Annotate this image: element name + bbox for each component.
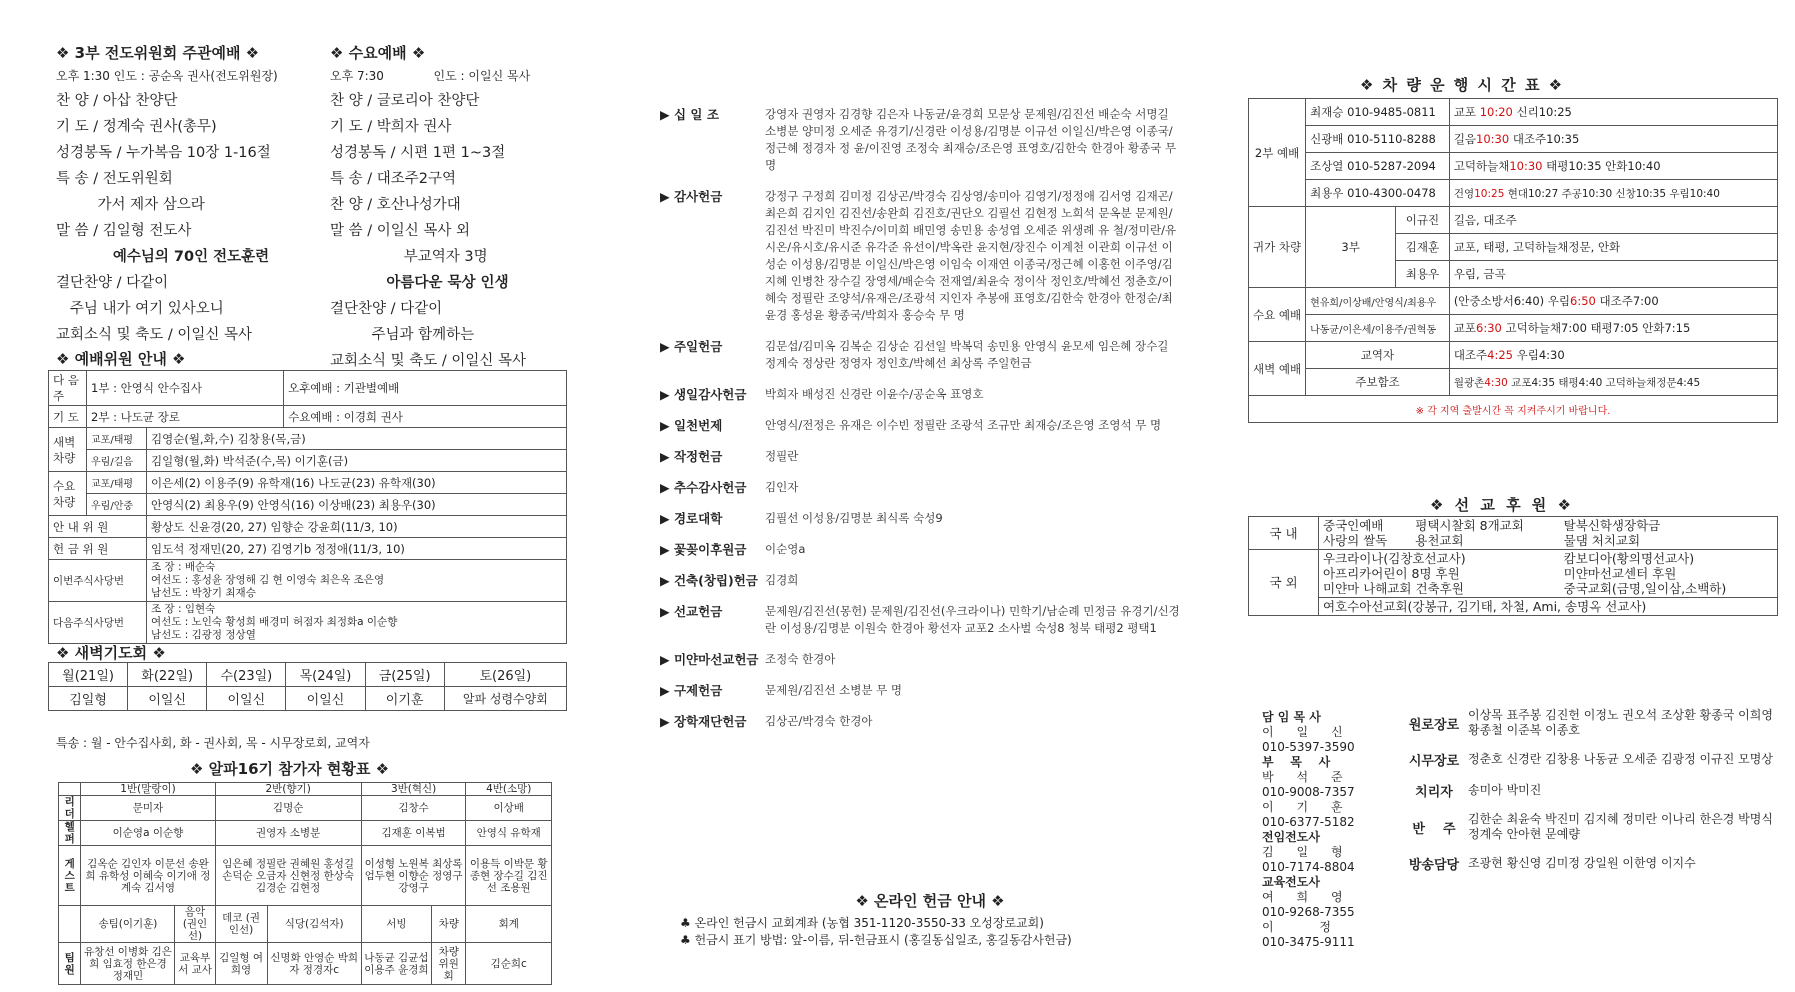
offering-names: 안영식/전정은 유재은 이수빈 정필란 조광석 조규만 최재승/조은영 조영석 무 명 [765, 418, 1162, 432]
cell: 교포/태평 [87, 428, 147, 450]
order-line: 교회소식 및 축도 / 이일신 목사 [56, 327, 253, 343]
offering-label: ▶ 선교헌금 [660, 604, 723, 619]
cell: 교육부서 교사 [175, 943, 215, 985]
offering-row [660, 417, 1180, 434]
offering-names: 박희자 배성진 신경란 이윤수/공순옥 표영호 [765, 387, 984, 401]
offering-label: ▶ 십 일 조 [660, 107, 719, 122]
staff-title: 교육전도사 [1262, 875, 1320, 889]
cell [59, 783, 81, 796]
cell: 헬퍼 [59, 821, 81, 846]
offering-row [660, 651, 1180, 668]
cell: 김창수 [361, 796, 466, 821]
cell: 수요 차량 [49, 472, 87, 516]
role-row [1400, 750, 1780, 769]
sermon-title: 아름다운 묵상 인생 [386, 275, 509, 291]
cell: 리더 [59, 796, 81, 821]
cell: 국 내 [1249, 517, 1319, 550]
order-line: 찬 양 / 호산나성가대 [330, 197, 461, 213]
cell: 국 외 [1249, 550, 1319, 616]
cell: 이번주식사당번 [49, 560, 147, 602]
cell: 교포 10:20 신리10:25 [1449, 99, 1777, 126]
bus-note: ※ 각 지역 출발시간 꼭 지켜주시기 바랍니다. [1249, 396, 1778, 423]
order-line: 말 씀 / 이일신 목사 외 [330, 223, 470, 239]
offering-names: 김인자 [765, 480, 799, 494]
cell: 유창선 이병화 김은희 임효정 한은경 정재민 [81, 943, 175, 985]
offering-row [660, 479, 1180, 496]
order-line: 말 씀 / 김일형 전도사 [56, 223, 192, 239]
offering-names: 문제원/김진선(몽헌) 문제원/김진선(우크라이나) 민학기/남순례 민정금 유경기/신경란 이성용/김명분 이원숙 한경아 황선자 교포2 소사벌 숙성8 청북 태평2 평택1 [765, 604, 1180, 635]
order-line: 기 도 / 정계숙 권사(총무) [56, 119, 217, 135]
staff-title: 부 목 사 [1262, 755, 1331, 769]
cell: 차량 [432, 906, 466, 943]
offering-row [660, 541, 1180, 558]
offering-row [660, 713, 1180, 730]
cell: 3부 [1306, 207, 1396, 288]
cell: 교포6:30 고덕하늘채7:00 태평7:05 안화7:15 [1449, 315, 1777, 342]
cell: 게스트 [59, 846, 81, 906]
cell: 송팀(이기훈) [81, 906, 175, 943]
cell: 서빙 [361, 906, 431, 943]
cell: 우림/길음 [87, 450, 147, 472]
cell: 이일신 [286, 687, 365, 711]
cell: 이일신 [128, 687, 207, 711]
role-label: 반 주 [1412, 821, 1456, 837]
cell: 임도석 정재민(20, 27) 김영기b 정정애(11/3, 10) [147, 538, 567, 560]
cell: 다음주식사당번 [49, 602, 147, 644]
cell: 신광배 010-5110-8288 [1306, 126, 1450, 153]
cell: 이상배 [466, 796, 552, 821]
cell: (안중소방서6:40) 우림6:50 대조주7:00 [1449, 288, 1777, 315]
cell: 길음10:30 대조주10:35 [1449, 126, 1777, 153]
cell: 김재훈 [1396, 234, 1450, 261]
wednesday-service [330, 42, 565, 374]
cell: 3반(혁신) [361, 783, 466, 796]
cell: 이은세(2) 이용주(9) 유학재(16) 나도균(23) 유학재(30) [147, 472, 567, 494]
cell: 김일형 [49, 687, 128, 711]
cell: 회계 [466, 906, 552, 943]
cell [147, 560, 567, 602]
offering-label: ▶ 작정헌금 [660, 449, 723, 464]
meal-line: 여선도 : 노인숙 황성희 배경미 허점자 최정화a 이순향 [151, 616, 398, 628]
cell: 조상열 010-5287-2094 [1306, 153, 1450, 180]
order-line: 결단찬양 / 다같이 [330, 301, 443, 317]
order-line: 특 송 / 전도위원회 [56, 171, 173, 187]
offering-names: 이순영a [765, 542, 806, 556]
cell: 팀원 [59, 943, 81, 985]
mission-title: ❖ 선 교 후 원 ❖ [1430, 496, 1574, 514]
order-line: 성경봉독 / 시편 1편 1~3절 [330, 145, 506, 161]
staff-phone: 010-7174-8804 [1262, 860, 1355, 874]
role-names: 조광현 황신영 김미정 강일원 이한영 이지수 [1468, 856, 1696, 870]
cell: 4반(소망) [466, 783, 552, 796]
mission-table [1248, 516, 1778, 616]
online-line: ♣ 온라인 헌금시 교회계좌 (농협 351-1120-3550-33 오성장로교회) [680, 916, 1044, 930]
offering-row [660, 386, 1180, 403]
cell: 중국인예배 사랑의 쌀독 [1319, 517, 1412, 550]
cell: 데코 (권인선) [215, 906, 267, 943]
cell [147, 602, 567, 644]
cell: 임은혜 정필란 권혜원 홍성길 손덕순 오금자 신현정 한상숙 김경순 김현정 [215, 846, 361, 906]
cell: 나동균/이은세/이용주/권혁동 [1306, 315, 1450, 342]
cell: 권영자 소병분 [215, 821, 361, 846]
online-title: ❖ 온라인 헌금 안내 ❖ [855, 892, 1005, 910]
offering-label: ▶ 일천번제 [660, 418, 723, 433]
cell: 기 도 [49, 406, 87, 428]
cell: 건영10:25 현대10:27 주공10:30 신창10:35 우림10:40 [1449, 180, 1777, 207]
cell: 황상도 신윤경(20, 27) 임향순 강윤희(11/3, 10) [147, 516, 567, 538]
cell: 화(22일) [128, 663, 207, 687]
staff-phone: 010-3475-9111 [1262, 935, 1355, 949]
cell: 나동균 김균섭 이용주 윤경희 [361, 943, 431, 985]
alpha-table [58, 782, 552, 985]
cell: 우림/안중 [87, 494, 147, 516]
worship-table [48, 370, 567, 644]
cell: 김일형 여희영 [215, 943, 267, 985]
staff-name: 여 희 영 [1262, 890, 1343, 904]
cell: 안 내 위 원 [49, 516, 147, 538]
order-line: 특 송 / 대조주2구역 [330, 171, 456, 187]
offering-row [660, 603, 1180, 637]
alpha-title: ❖ 알파16기 참가자 현황표 ❖ [190, 760, 390, 778]
cell: 김명순 [215, 796, 361, 821]
online-line: ♣ 헌금시 표기 방법: 앞-이름, 뒤-헌금표시 (홍길동십일조, 홍길동감사헌금) [680, 933, 1072, 947]
offering-label: ▶ 감사헌금 [660, 189, 723, 204]
staff-phone: 010-9268-7355 [1262, 905, 1355, 919]
wed-title: ❖ 수요예배 ❖ [330, 44, 426, 62]
cell: 이용득 이박문 황종현 장수길 김진선 조용원 [466, 846, 552, 906]
order-line: 찬 양 / 글로리아 찬양단 [330, 93, 480, 109]
staff-name: 이 일 신 [1262, 725, 1343, 739]
order-line: 찬 양 / 아삽 찬양단 [56, 93, 178, 109]
cell: 대조주4:25 우림4:30 [1449, 342, 1777, 369]
cell: 월(21일) [49, 663, 128, 687]
cell: 다 음 주 [49, 371, 87, 406]
cell: 최용우 010-4300-0478 [1306, 180, 1450, 207]
offering-names: 문제원/김진선 소병분 무 명 [765, 683, 903, 697]
offering-label: ▶ 추수감사헌금 [660, 480, 747, 495]
cell: 최재승 010-9485-0811 [1306, 99, 1450, 126]
staff-phone: 010-5397-3590 [1262, 740, 1355, 754]
order-line: 성경봉독 / 누가복음 10장 1-16절 [56, 145, 271, 161]
cell: 현유희/이상배/안영식/최용우 [1306, 288, 1450, 315]
cell: 탈북신학생장학금 물댐 처치교회 [1560, 517, 1778, 550]
offering-names: 김상곤/박경숙 한경아 [765, 714, 873, 728]
offering-label: ▶ 미얀마선교헌금 [660, 652, 759, 667]
offering-label: ▶ 구제헌금 [660, 683, 723, 698]
cell: 2반(향기) [215, 783, 361, 796]
role-row [1400, 854, 1780, 873]
roles-list [1400, 708, 1780, 885]
sermon-title: 예수님의 70인 전도훈련 [112, 249, 270, 265]
cell: 이성형 노원복 최상록 엄두현 이향순 정영구 강영구 [361, 846, 466, 906]
offering-names: 정필란 [765, 449, 799, 463]
sunday-title: ❖ 3부 전도위원회 주관예배 ❖ [56, 44, 260, 62]
cell: 김재훈 이복범 [361, 821, 466, 846]
cell: 김옥순 김인자 이문선 송완희 유학성 이혜숙 이기애 정계숙 김서영 [81, 846, 215, 906]
offering-label: ▶ 꽃꽂이후원금 [660, 542, 747, 557]
worship-title: ❖ 예배위원 안내 ❖ [56, 350, 186, 368]
order-line: 부교역자 3명 [330, 249, 488, 265]
offering-names: 강정구 구정희 김미정 김상곤/박경숙 김상영/송미아 김영기/정정애 김서영 김재곤/최은희 김지인 김진선/송완희 김진호/권단오 김필선 김현정 노희석 문옥분 문제원/김진선 박진미 박진수/이미희 배민영 송민용 송성엽 오세준 위생례 유 철/정미란/유시온/유시호/유시준 유각준 유선이/박옥란 윤지현/장진수 이계천 이관희 이규선 이성순 이성용/김명분 이일신/박은영 이임숙 이재연 이종국/정근혜 이홍헌 이주영/김지혜 인병찬 장수길 장영세/배순숙 전재열/최윤숙 정이삭 정인호/박혜선 정춘호/이혜숙 정필란 조양석/유재은/조광석 지인자 추봉애 표영호/김한숙 한경아 한정순/최윤경 홍성윤 황종국/박희자 홍승숙 무 명 [765, 189, 1177, 322]
cell: 신명화 안영순 박희자 정경자c [267, 943, 361, 985]
offering-names: 조정숙 한경아 [765, 652, 836, 666]
cell: 목(24일) [286, 663, 365, 687]
cell: 차량위원회 [432, 943, 466, 985]
cell: 문미자 [81, 796, 215, 821]
cell: 알파 성령수양회 [444, 687, 566, 711]
cell: 새벽 예배 [1249, 342, 1306, 396]
cell: 수요 예배 [1249, 288, 1306, 342]
cell: 수요예배 : 이경희 권사 [284, 406, 567, 428]
staff-title: 담 임 목 사 [1262, 710, 1321, 724]
cell: 금(25일) [365, 663, 444, 687]
sunday-sub: 오후 1:30 인도 : 공순옥 권사(전도위원장) [56, 69, 278, 83]
order-line: 주님 내가 여기 있사오니 [56, 301, 224, 317]
role-label: 원로장로 [1408, 717, 1460, 733]
order-line: 결단찬양 / 다같이 [56, 275, 169, 291]
offering-row [660, 448, 1180, 465]
offering-label: ▶ 주일헌금 [660, 339, 723, 354]
offering-label: ▶ 경로대학 [660, 511, 723, 526]
offering-label: ▶ 장학재단헌금 [660, 714, 747, 729]
order-line: 기 도 / 박희자 권사 [330, 119, 452, 135]
role-row [1400, 781, 1780, 800]
dawn-table [48, 662, 567, 711]
offering-names: 김필선 이성용/김명분 최식록 숙성9 [765, 511, 943, 525]
staff-phone: 010-9008-7357 [1262, 785, 1355, 799]
cell: 교역자 [1306, 342, 1450, 369]
staff-name: 이 정 [1262, 920, 1331, 934]
cell: 새벽 차량 [49, 428, 87, 472]
cell: 길음, 대조주 [1449, 207, 1777, 234]
cell: 수(23일) [207, 663, 286, 687]
cell: 식당(김석자) [267, 906, 361, 943]
cell: 평택시찰회 8개교회 용천교회 [1411, 517, 1559, 550]
cell: 김영순(월,화,수) 김창용(목,금) [147, 428, 567, 450]
cell: 안영식 유학재 [466, 821, 552, 846]
cell: 최용우 [1396, 261, 1450, 288]
meal-line: 조 장 : 임현숙 [151, 603, 216, 615]
online-offering [680, 890, 1180, 949]
role-row [1400, 812, 1780, 842]
staff-name: 이 기 훈 [1262, 800, 1343, 814]
wed-sub: 오후 7:30 인도 : 이일신 목사 [330, 69, 531, 83]
staff-name: 김 일 형 [1262, 845, 1343, 859]
dawn-note: 특송 : 월 - 안수집사회, 화 - 권사회, 목 - 시무장로회, 교역자 [56, 736, 370, 750]
sunday-service [56, 42, 326, 348]
role-row [1400, 708, 1780, 738]
cell: 이기훈 [365, 687, 444, 711]
cell: 여호수아선교회(강봉규, 김기태, 차철, Ami, 송명옥 선교사) [1319, 598, 1778, 616]
offering-row [660, 682, 1180, 699]
cell: 1부 : 안영식 안수집사 [87, 371, 284, 406]
staff-phone: 010-6377-5182 [1262, 815, 1355, 829]
role-label: 방송담당 [1408, 858, 1460, 873]
cell: 이순영a 이순향 [81, 821, 215, 846]
staff-name: 박 석 준 [1262, 770, 1343, 784]
cell: 교포/태평 [87, 472, 147, 494]
offering-names: 김경희 [765, 573, 799, 587]
cell [59, 906, 81, 943]
meal-line: 조 장 : 배순숙 [151, 561, 216, 573]
cell: 안영식(2) 최용우(9) 안영식(16) 이상배(23) 최용우(30) [147, 494, 567, 516]
role-names: 이상목 표주봉 김진헌 이정노 권오석 조상환 황종국 이희영 황종철 이준복 이종호 [1468, 708, 1773, 737]
cell: 우림, 금곡 [1449, 261, 1777, 288]
meal-line: 여선도 : 홍성윤 장영해 김 현 이영숙 최은옥 조은영 [151, 574, 385, 586]
offering-names: 김문섭/김미옥 김복순 김상순 김선일 박복덕 송민용 안영식 윤모세 임은혜 장수길 정계숙 정상란 정영자 정인호/박혜선 최상록 주일헌금 [765, 339, 1169, 370]
cell: 이일신 [207, 687, 286, 711]
cell: 헌 금 위 원 [49, 538, 147, 560]
cell: 김일형(월,화) 박석준(수,목) 이기훈(금) [147, 450, 567, 472]
offering-list [660, 106, 1180, 744]
role-label: 치리자 [1415, 785, 1453, 800]
offering-names: 강영자 권영자 김경향 김은자 나동균/윤경희 모문상 문제원/김진선 배순숙 서명길 소병분 양미정 오세준 유경기/신경란 이성용/김명분 이규선 이일신/박은영 이종국/정근혜 정경자 정 윤/이진영 조정숙 최재승/조은영 표영호/김한숙 한경아 황종국 무 명 [765, 107, 1177, 172]
staff-title: 전임전도사 [1262, 830, 1320, 844]
offering-row [660, 510, 1180, 527]
order-line: 교회소식 및 축도 / 이일신 목사 [330, 353, 527, 369]
offering-row [660, 572, 1180, 589]
cell: 2부 예배 [1249, 99, 1306, 207]
dawn-title: ❖ 새벽기도회 ❖ [56, 644, 166, 662]
offering-row [660, 188, 1180, 324]
cell: 2부 : 나도균 장로 [87, 406, 284, 428]
cell: 이규진 [1396, 207, 1450, 234]
cell: 김순희c [466, 943, 552, 985]
role-names: 정춘호 신경란 김창용 나동균 오세준 김광정 이규진 모명상 [1468, 752, 1773, 766]
cell: 교포, 태평, 고덕하늘채정문, 안화 [1449, 234, 1777, 261]
cell: 월광촌4:30 교포4:35 태평4:40 고덕하늘채정문4:45 [1449, 369, 1777, 396]
cell: 1반(말랑이) [81, 783, 215, 796]
role-names: 송미아 박미진 [1468, 783, 1542, 797]
cell: 우크라이나(김창호선교사) 아프리카어린이 8명 후원 미얀마 나해교회 건축후원 [1319, 550, 1560, 598]
cell: 주보함조 [1306, 369, 1450, 396]
offering-row [660, 338, 1180, 372]
role-names: 김한순 최윤숙 박진미 김지혜 정미란 이나리 한은경 박명식 정계숙 안아현 문예량 [1468, 812, 1773, 841]
staff-list [1262, 710, 1422, 950]
cell: 토(26일) [444, 663, 566, 687]
offering-row [660, 106, 1180, 174]
order-line: 가서 제자 삼으라 [56, 197, 205, 213]
cell: 귀가 차량 [1249, 207, 1306, 288]
offering-label: ▶ 건축(창립)헌금 [660, 573, 758, 588]
role-label: 시무장로 [1408, 754, 1460, 769]
offering-label: ▶ 생일감사헌금 [660, 387, 747, 402]
order-line: 주님과 함께하는 [330, 327, 475, 343]
cell: 오후예배 : 기관별예배 [284, 371, 567, 406]
meal-line: 남선도 : 김광정 정상열 [151, 629, 256, 641]
bus-table [1248, 98, 1778, 423]
bus-title: ❖ 차 량 운 행 시 간 표 ❖ [1360, 76, 1565, 94]
cell: 고덕하늘채10:30 태평10:35 안화10:40 [1449, 153, 1777, 180]
cell: 캄보디아(황의명선교사) 미얀마선교센터 후원 중국교회(금명,일이삼,소백하) [1560, 550, 1778, 598]
meal-line: 남선도 : 박창기 최재승 [151, 587, 256, 599]
cell: 음악 (권인선) [175, 906, 215, 943]
